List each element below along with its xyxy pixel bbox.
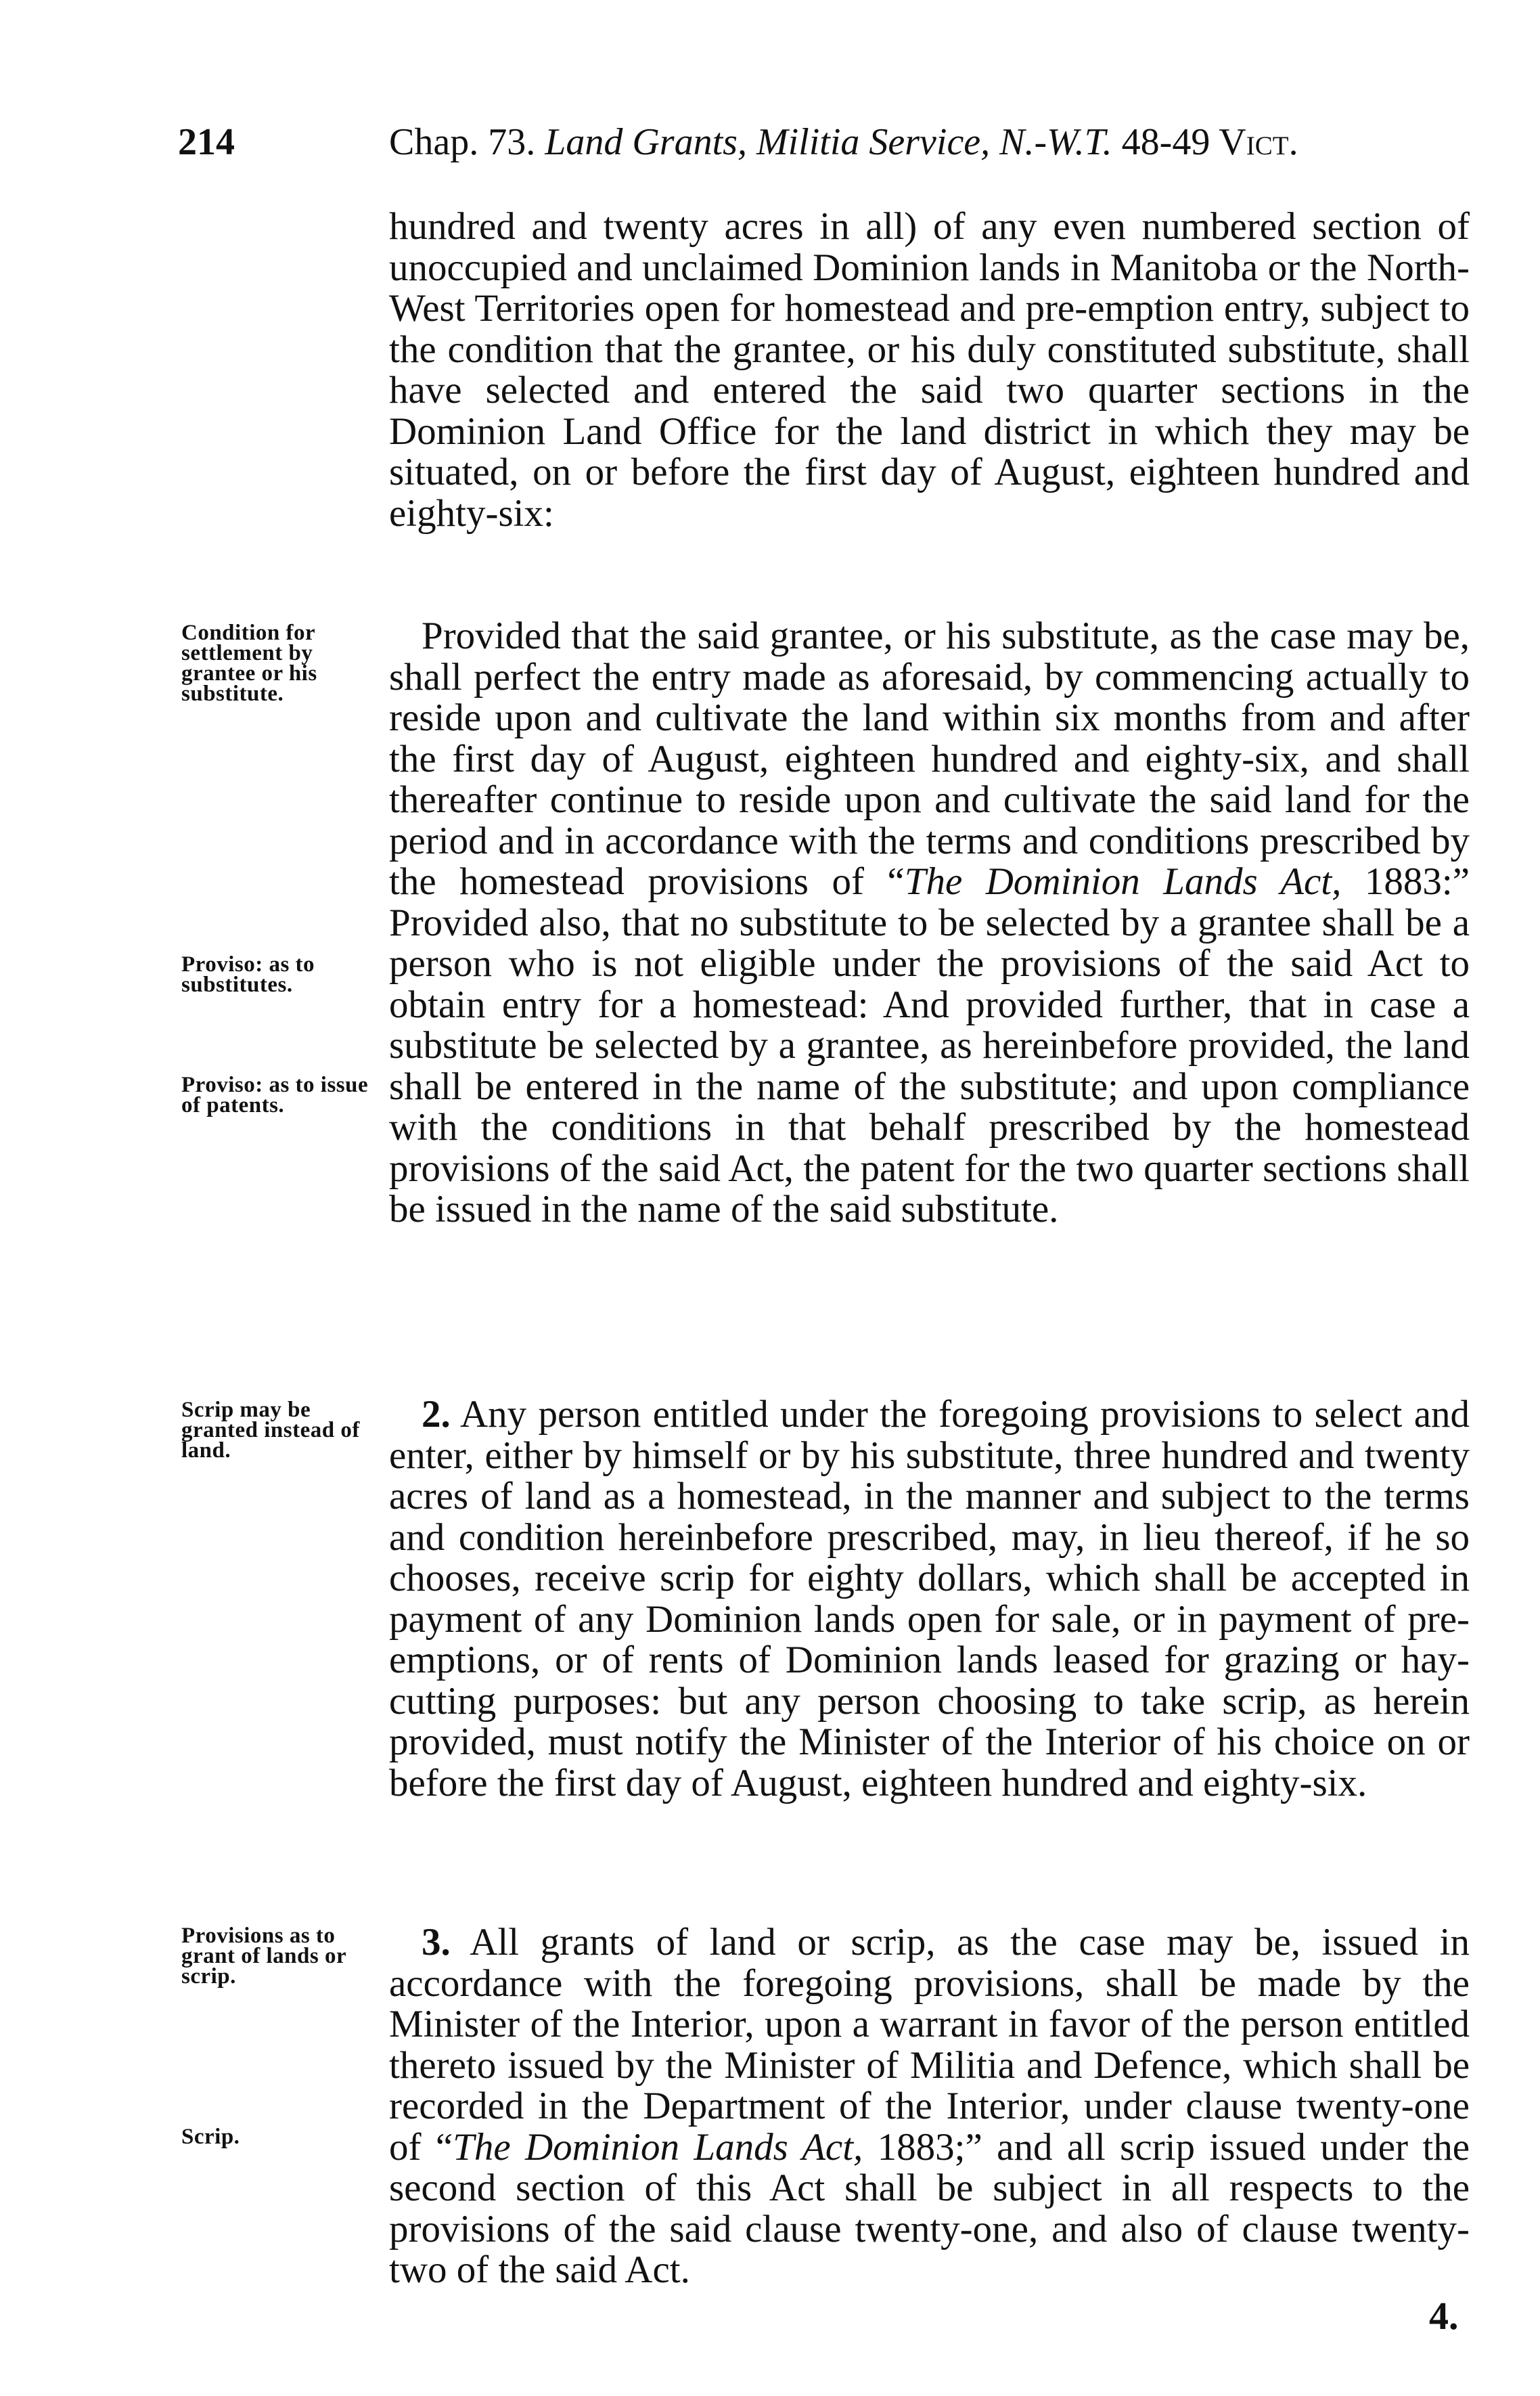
act-citation-2: The Dominion Lands Act, <box>453 2125 863 2169</box>
catchword: 4. <box>1429 2294 1459 2338</box>
section-2-number: 2. <box>422 1393 451 1436</box>
margin-note-scrip: Scrip. <box>181 2125 240 2149</box>
paragraph-proviso <box>389 616 1470 1230</box>
proviso-text-a: Provided that the said grantee, or his substitute, as the case may be, shall perfect the entry made as aforesaid, by commencing actually to reside upon and cultivate the land within six months from and after the first day of August, eighteen hundred and eighty-six, and shall thereafter continue to reside upon and cultivate the said land for the period and in accordance with the terms and conditions prescribed by the homestead provisions of “ <box>389 615 1470 903</box>
margin-note-proviso-patents: Proviso: as to issue of patents. <box>181 1073 369 1117</box>
regnal-year: 48-49 Vict. <box>1121 121 1298 163</box>
section-2-text: Any person entitled under the foregoing provisions to select and enter, either by himself or by his substitute, three hundred and twenty acres of land as a homestead, in the manner and subject to the terms and condition hereinbefore prescribed, may, in lieu thereof, if he so chooses, receive scrip for eighty dollars, which shall be accepted in payment of any Dominion lands open for sale, or in payment of pre-emptions, or of rents of Dominion lands leased for grazing or hay-cutting purposes: but any person choosing to take scrip, as herein provided, must notify the Minister of the Interior of his choice on or before the first day of August, eighteen hundred and eighty-six. <box>389 1393 1470 1804</box>
page-number: 214 <box>178 121 235 163</box>
margin-note-scrip-instead: Scrip may be granted instead of land. <box>181 1398 360 1463</box>
margin-note-proviso-substitutes: Proviso: as to substitutes. <box>181 952 315 997</box>
section-3-text-b: 1883;” and all scrip issued under the second section of this Act shall be subject in all respects to the provisions of the said clause twenty-one, and also of clause twenty-two of the said Act. <box>389 2125 1470 2291</box>
paragraph-continued: hundred and twenty acres in all) of any even numbered section of unoccupied and unclaimed Dominion lands in Manitoba or the North-West Territories open for homestead and pre-emption entry, subject to the condition that the grantee, or his duly constituted substitute, shall have selected and entered the said two quarter sections in the Dominion Land Office for the land district in which they may be situated, on or before the first day of August, eighteen hundred and eighty-six: <box>389 205 1470 535</box>
section-2 <box>389 1394 1470 1804</box>
section-3-text-a: All grants of land or scrip, as the case may be, issued in accordance with the foregoing provisions, shall be made by the Minister of the Interior, upon a warrant in favor of the person entitled thereto issued by the Minister of Militia and Defence, which shall be recorded in the Department of the Interior, under clause twenty-one of “ <box>389 1921 1470 2169</box>
section-3-number: 3. <box>422 1921 451 1964</box>
running-title <box>389 115 1472 169</box>
act-citation: The Dominion Lands Act, <box>904 860 1342 903</box>
running-header <box>0 115 1540 169</box>
margin-note-condition: Condition for settlement by grantee or his substitute. <box>181 621 317 706</box>
chapter-number: Chap. 73. <box>389 121 536 163</box>
proviso-text-b: 1883:” Provided also, that no substitute to be selected by a grantee shall be a person who is not eligible under the provisions of the said Act to obtain entry for a homestead: And provided further, that in case a substitute be selected by a grantee, as hereinbefore provided, the land shall be entered in the name of the substitute; and upon compliance with the conditions in that behalf prescribed by the homestead provisions of the said Act, the patent for the two quarter sections shall be issued in the name of the said substitute. <box>389 860 1470 1230</box>
act-title: Land Grants, Militia Service, N.-W.T. <box>545 121 1112 163</box>
section-3 <box>389 1922 1470 2291</box>
margin-note-provisions-grant: Provisions as to grant of lands or scrip. <box>181 1924 346 1989</box>
